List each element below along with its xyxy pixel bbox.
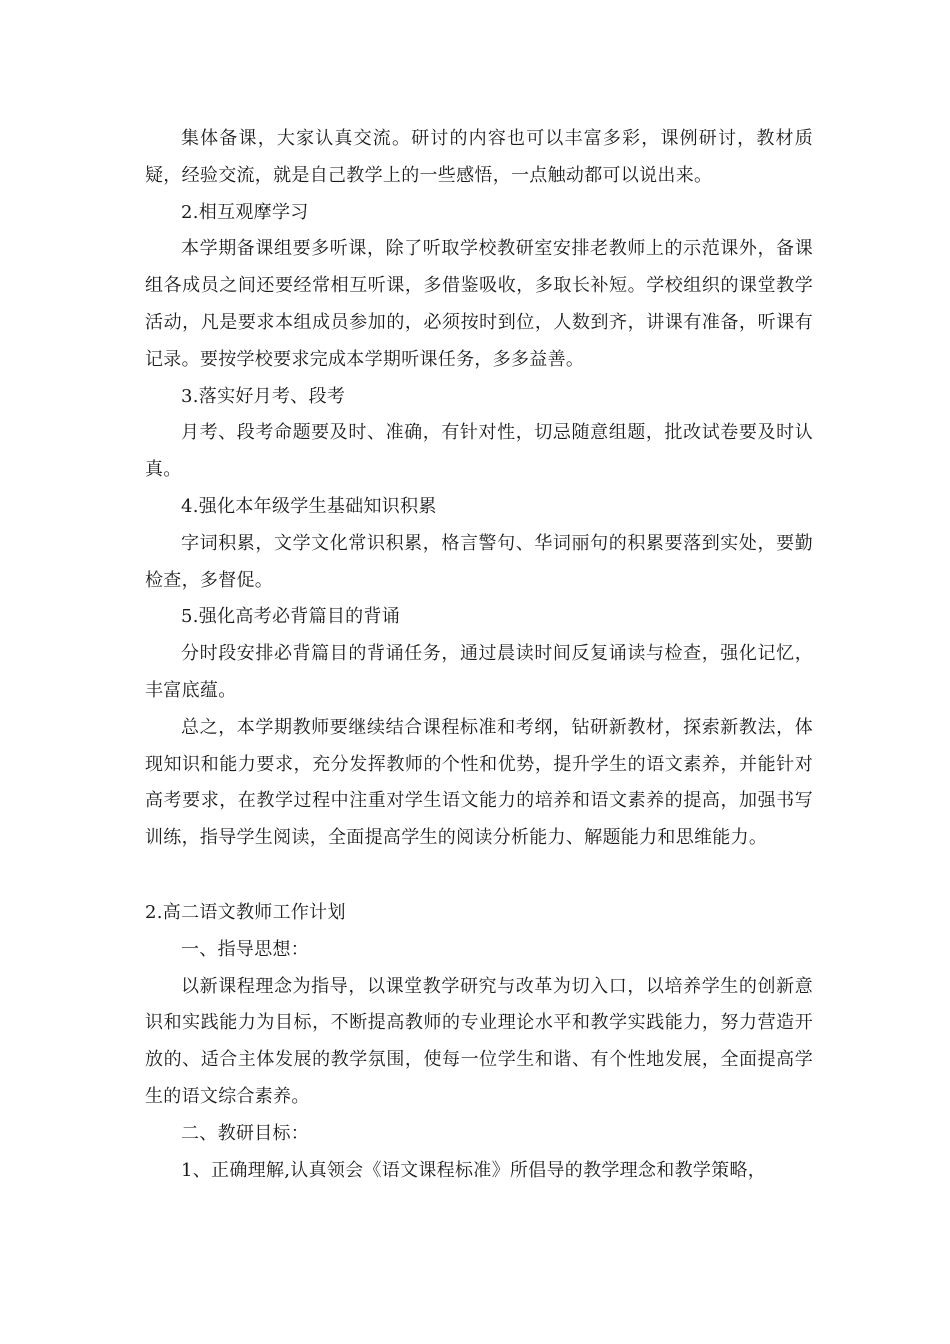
paragraph-guiding-ideology: 以新课程理念为指导，以课堂教学研究与改革为切入口，以培养学生的创新意识和实践能力为目标，不断提高教师的专业理论水平和教学实践能力，努力营造开放的、适合主体发展的教学氛围，使每一位学生和谐、有个性地发展，全面提高学生的语文综合素养。	[145, 975, 813, 1107]
section-heading-basic-knowledge: 4.强化本年级学生基础知识积累	[181, 495, 437, 517]
paragraph-recitation: 分时段安排必背篇目的背诵任务，通过晨读时间反复诵读与检查，强化记忆，丰富底蕴。	[145, 643, 813, 701]
section-heading-recitation: 5.强化高考必背篇目的背诵	[181, 606, 401, 628]
paragraph-research-goal-1: 1、正确理解,认真领会《语文课程标准》所倡导的教学理念和教学策略，	[181, 1159, 767, 1181]
section-heading-mutual-observation: 2.相互观摩学习	[181, 201, 309, 223]
section-heading-monthly-exams: 3.落实好月考、段考	[181, 385, 346, 407]
section-heading-guiding-ideology: 一、指导思想：	[181, 938, 310, 960]
section-spacer	[145, 857, 813, 895]
paragraph-collective-lesson-prep: 集体备课，大家认真交流。研讨的内容也可以丰富多彩，课例研讨，教材质疑，经验交流，就是自己教学上的一些感悟，一点触动都可以说出来。	[145, 128, 813, 186]
paragraph-mutual-observation: 本学期备课组要多听课，除了听取学校教研室安排老教师上的示范课外，备课组各成员之间还要经常相互听课，多借鉴吸收，多取长补短。学校组织的课堂教学活动，凡是要求本组成员参加的，必须按时到位，人数到齐，讲课有准备，听课有记录。要按学校要求完成本学期听课任务，多多益善。	[145, 238, 813, 370]
paragraph-monthly-exams: 月考、段考命题要及时、准确，有针对性，切忌随意组题，批改试卷要及时认真。	[145, 422, 813, 481]
section-heading-research-goals: 二、教研目标：	[181, 1122, 310, 1144]
document-title-grade-two-plan: 2.高二语文教师工作计划	[145, 901, 346, 923]
paragraph-basic-knowledge: 字词积累，文学文化常识积累，格言警句、华词丽句的积累要落到实处，要勤检查，多督促。	[145, 532, 813, 591]
document-page	[145, 121, 813, 1189]
paragraph-summary: 总之，本学期教师要继续结合课程标准和考纲，钻研新教材，探索新教法，体现知识和能力要求，充分发挥教师的个性和优势，提升学生的语文素养，并能针对高考要求，在教学过程中注重对学生语文能力的培养和语文素养的提高，加强书写训练，指导学生阅读，全面提高学生的阅读分析能力、解题能力和思维能力。	[145, 716, 813, 849]
